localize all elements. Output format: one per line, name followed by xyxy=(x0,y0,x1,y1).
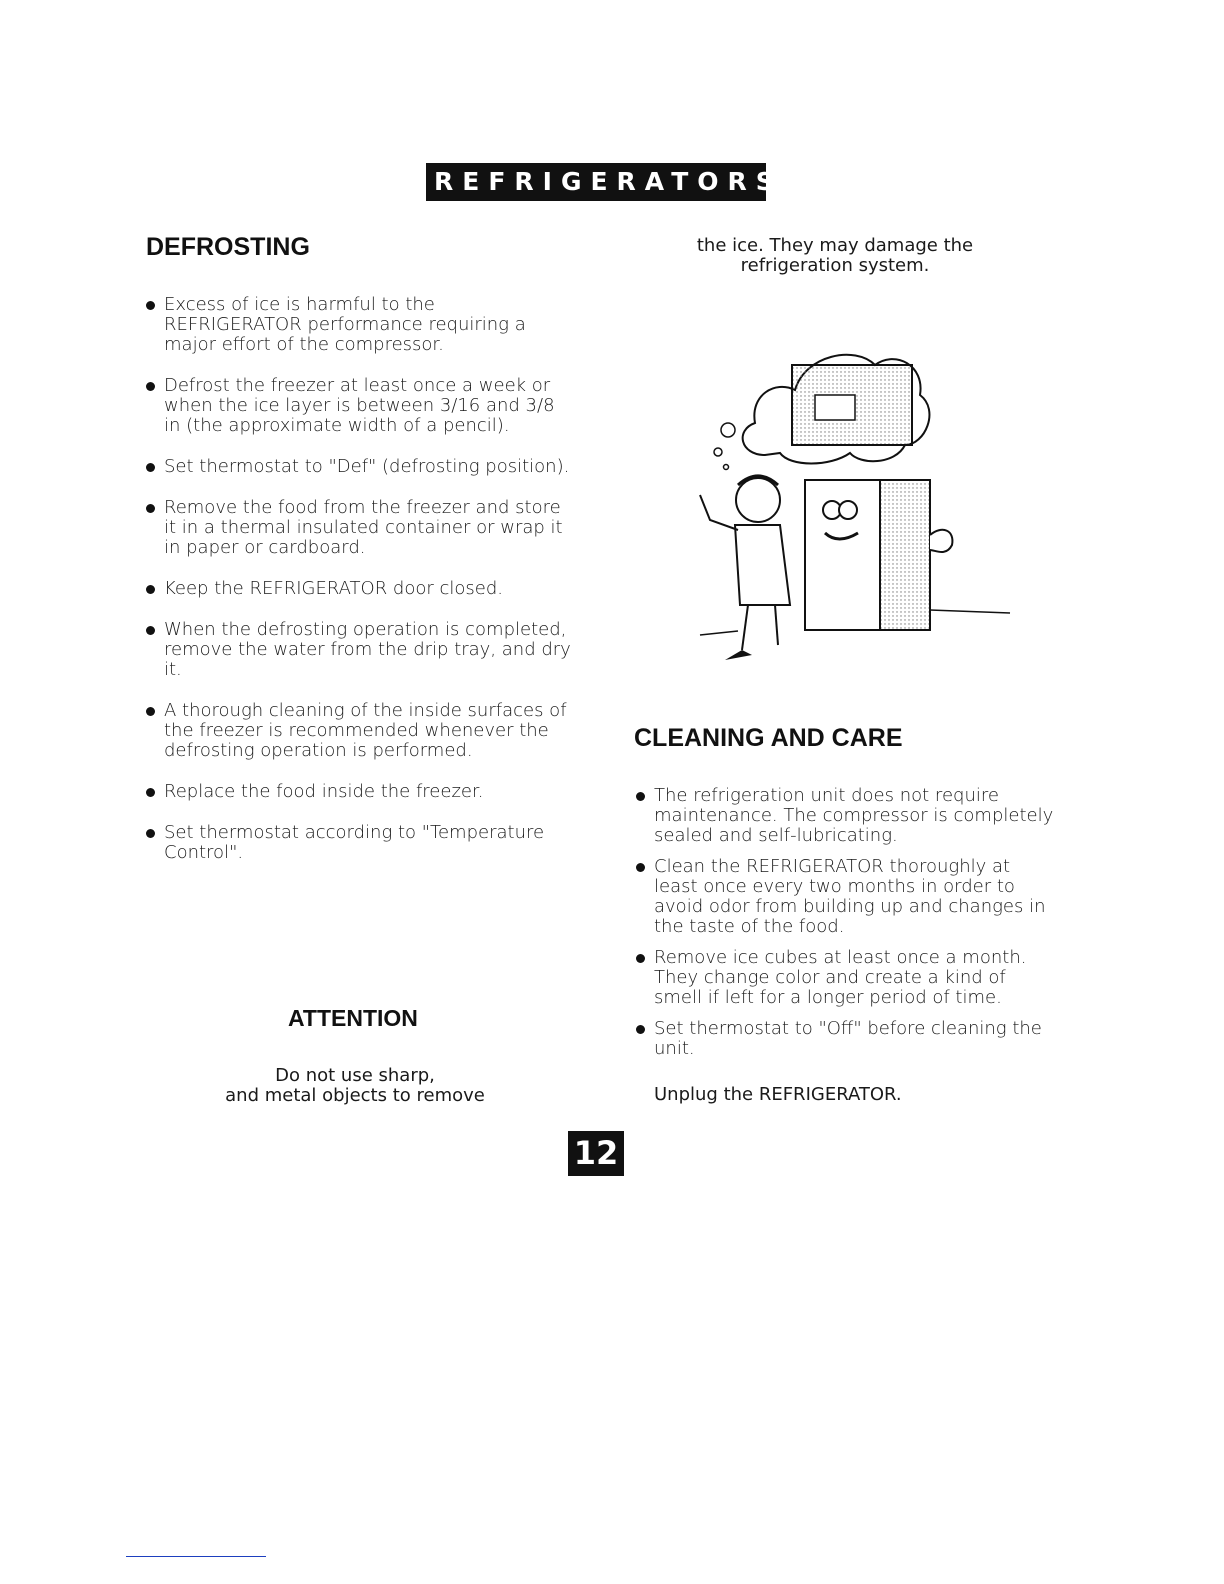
defrosting-item xyxy=(146,701,571,761)
attention-continuation-line: refrigeration system. xyxy=(740,255,930,276)
cleaning-item-text: Set thermostat to "Off" before cleaning the unit. xyxy=(654,1018,1042,1059)
defrosting-item-text: Keep the REFRIGERATOR door closed. xyxy=(164,578,504,599)
cleaning-item xyxy=(636,1019,1056,1059)
bullet-icon xyxy=(146,382,155,391)
defrosting-item xyxy=(146,498,571,558)
refrigerator-side-shape xyxy=(880,480,930,630)
bullet-icon xyxy=(146,463,155,472)
defrosting-item xyxy=(146,823,571,863)
bullet-icon xyxy=(146,301,155,310)
fridge-hand-shape xyxy=(930,530,952,552)
defrosting-item-text: A thorough cleaning of the inside surfaces of the freezer is recommended whenever the defrosting operation is performed. xyxy=(164,700,567,761)
defrosting-item xyxy=(146,457,571,477)
attention-text-line: Do not use sharp, xyxy=(275,1065,435,1086)
thought-bubble-shape xyxy=(721,423,735,437)
man-shoe-shape xyxy=(725,650,752,660)
floor-line-shape xyxy=(930,610,1010,613)
attention-heading: ATTENTION xyxy=(288,1005,418,1031)
attention-continuation-line: the ice. They may damage the xyxy=(696,235,974,256)
defrosting-item xyxy=(146,620,571,680)
defrosting-illustration xyxy=(680,335,1020,665)
attention-continuation xyxy=(630,236,1040,276)
bullet-icon xyxy=(146,707,155,716)
section-banner: REFRIGERATORS xyxy=(426,163,766,201)
footer-rule xyxy=(126,1556,266,1557)
cleaning-heading: CLEANING AND CARE xyxy=(634,724,903,752)
defrosting-item-text: Remove the food from the freezer and store it in a thermal insulated container or wrap it in paper or cardboard. xyxy=(164,497,563,558)
defrosting-item-text: Set thermostat according to "Temperature Control". xyxy=(164,822,545,863)
bullet-icon xyxy=(146,626,155,635)
cleaning-item-text: The refrigeration unit does not require maintenance. The compressor is completely sealed and self-lubricating. xyxy=(654,785,1054,846)
bullet-icon xyxy=(146,829,155,838)
man-arm-shape xyxy=(700,495,738,530)
attention-text-line: and metal objects to remove xyxy=(225,1085,485,1106)
defrosting-item-text: Set thermostat to "Def" (defrosting position). xyxy=(164,456,570,477)
bullet-icon xyxy=(146,788,155,797)
cleaning-list xyxy=(636,786,1056,1070)
bullet-icon xyxy=(636,792,645,801)
cleaning-item xyxy=(636,948,1056,1008)
defrosting-item xyxy=(146,579,571,599)
unplug-note: Unplug the REFRIGERATOR. xyxy=(654,1084,902,1105)
fridge-eye-shape xyxy=(839,501,857,519)
man-leg-shape xyxy=(742,605,748,650)
defrosting-heading: DEFROSTING xyxy=(146,233,310,261)
attention-text xyxy=(160,1066,550,1106)
cleaning-item-text: Remove ice cubes at least once a month. They change color and create a kind of smell if left for a longer period of time. xyxy=(654,947,1027,1008)
cleaning-item-text: Clean the REFRIGERATOR thoroughly at least once every two months in order to avoid odor from building up and changes in the taste of the food. xyxy=(654,856,1046,937)
floor-line-shape xyxy=(700,631,738,635)
defrosting-item xyxy=(146,782,571,802)
bullet-icon xyxy=(146,585,155,594)
page-number: 12 xyxy=(568,1131,624,1176)
bullet-icon xyxy=(636,863,645,872)
cleaning-item xyxy=(636,857,1056,937)
defrosting-item xyxy=(146,376,571,436)
cleaning-item xyxy=(636,786,1056,846)
bullet-icon xyxy=(636,954,645,963)
defrosting-list xyxy=(146,295,571,884)
bullet-icon xyxy=(636,1025,645,1034)
defrosting-item xyxy=(146,295,571,355)
thought-bubble-shape xyxy=(724,465,729,470)
defrosting-item-text: Defrost the freezer at least once a week or when the ice layer is between 3/16 and 3/8 in (the approximate width of a pencil). xyxy=(164,375,555,436)
man-head-shape xyxy=(736,478,780,522)
defrosting-item-text: Replace the food inside the freezer. xyxy=(164,781,484,802)
defrosting-item-text: When the defrosting operation is completed, remove the water from the drip tray, and dry it. xyxy=(164,619,571,680)
scraper-tool-shape xyxy=(815,395,855,420)
bullet-icon xyxy=(146,504,155,513)
man-body-shape xyxy=(735,525,790,605)
man-leg-shape xyxy=(775,605,778,645)
thought-bubble-shape xyxy=(714,448,722,456)
defrosting-item-text: Excess of ice is harmful to the REFRIGERATOR performance requiring a major effort of the compressor. xyxy=(164,294,526,355)
